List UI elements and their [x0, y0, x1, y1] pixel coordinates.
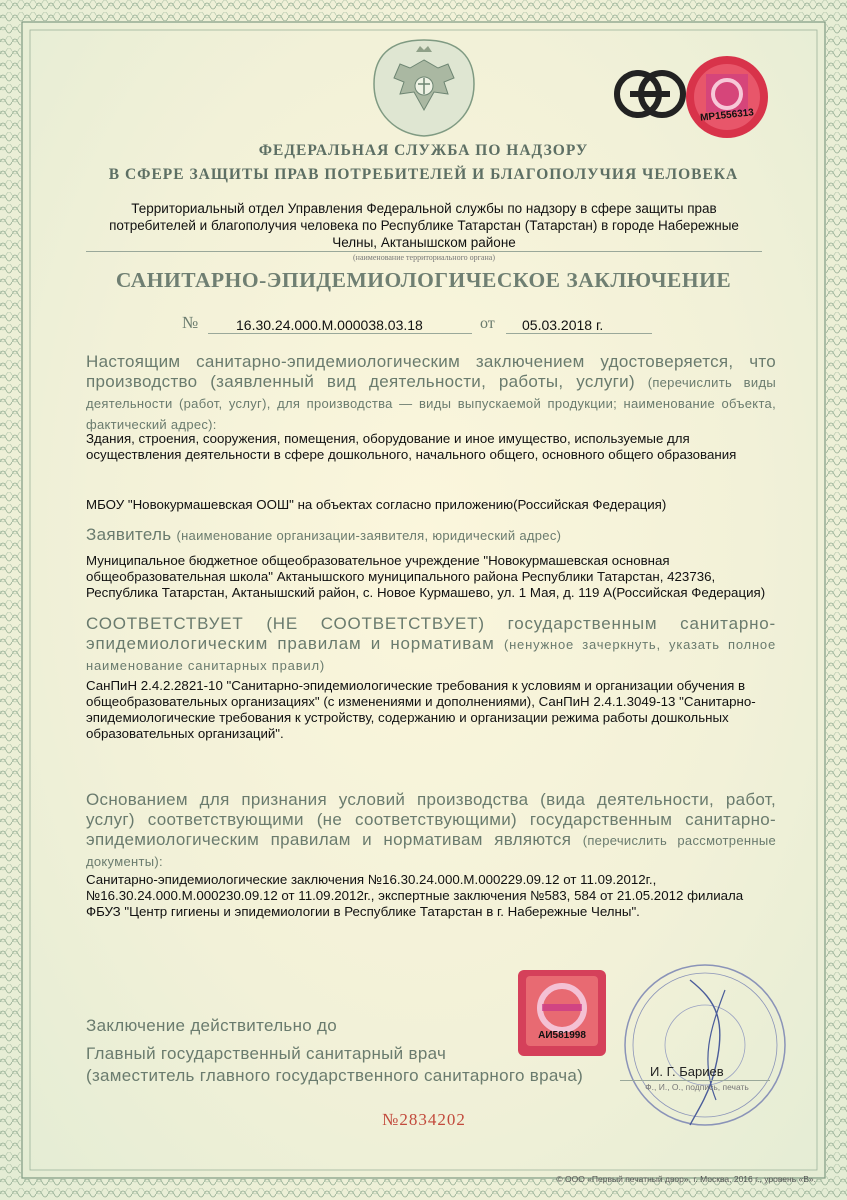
coat-of-arms-emblem	[370, 38, 478, 138]
signatory-title-sub: (заместитель главного государственного санитарного врача)	[86, 1066, 584, 1085]
territorial-underline	[86, 251, 762, 252]
applicant-label-text: Заявитель	[86, 525, 172, 544]
validity-label: Заключение действительно до	[86, 1016, 338, 1035]
applicant-value: Муниципальное бюджетное общеобразовательное учреждение "Новокурмашевская основная общеобразовательная школа" Актанышского муниципального района Республики Татарстан, 423736, Республика Татарстан, Актанышский район, с. Новое Курмашево, ул. 1 Мая, д. 119 А(Российская Федерация)	[86, 553, 766, 600]
certificate-date: 05.03.2018 г.	[522, 317, 604, 333]
basis-small: (перечислить рассмотренные документы):	[86, 833, 776, 869]
applicant-label	[86, 525, 776, 546]
compliance-text: СООТВЕТСТВУЕТ (НЕ СООТВЕТСТВУЕТ) государственным санитарно-эпидемиологическим правилам и нормативам	[86, 614, 776, 653]
signatory-name: И. Г. Бариев	[650, 1064, 724, 1079]
basis-statement	[86, 790, 776, 872]
hologram-number: МР1556313	[699, 107, 755, 124]
number-symbol: №	[182, 313, 199, 332]
signatory-underline	[620, 1080, 770, 1081]
se-logo-icon	[610, 66, 690, 122]
round-seal	[620, 960, 790, 1130]
document-title: САНИТАРНО-ЭПИДЕМИОЛОГИЧЕСКОЕ ЗАКЛЮЧЕНИЕ	[115, 268, 732, 292]
section1-activity: Здания, строения, сооружения, помещения, оборудование и иное имущество, используемые для осуществления деятельности в сфере дошкольного, начального общего, основного общего образования	[86, 431, 737, 462]
basis-text: Основанием для признания условий производства (вида деятельности, работ, услуг) соответствующими (не соответствующими) государственным санитарно-эпидемиологическим правилам и нормативам являются	[86, 790, 776, 849]
hologram-sticker-top	[684, 54, 770, 140]
section1-intro-text: Настоящим санитарно-эпидемиологическим заключением удостоверяется, что производство (заявленный вид деятельности, работы, услуги)	[86, 352, 776, 391]
bottom-hologram-number: АИ581998	[538, 1030, 586, 1041]
section1-intro-small: (перечислить виды деятельности (работ, услуг), для производства — виды выпускаемой продукции; наименование объекта, фактический адрес):	[86, 375, 776, 432]
compliance-statement	[86, 614, 776, 676]
agency-line-2: В СФЕРЕ ЗАЩИТЫ ПРАВ ПОТРЕБИТЕЛЕЙ И БЛАГОПОЛУЧИЯ ЧЕЛОВЕКА	[108, 166, 739, 183]
certification-logo	[610, 66, 690, 122]
applicant-label-small: (наименование организации-заявителя, юридический адрес)	[176, 528, 562, 543]
hologram-icon	[684, 54, 770, 140]
signatory-title: Главный государственный санитарный врач	[86, 1044, 447, 1063]
section1-object: МБОУ "Новокурмашевская ООШ" на объектах согласно приложению(Российская Федерация)	[86, 497, 667, 512]
compliance-small: (ненужное зачеркнуть, указать полное наименование санитарных правил)	[86, 637, 776, 673]
serial-number: №2834202	[382, 1110, 466, 1129]
number-underline	[208, 333, 472, 334]
section1-intro	[86, 352, 776, 435]
basis-documents: Санитарно-эпидемиологические заключения №16.30.24.000.М.000229.09.12 от 11.09.2012г., №16.30.24.000.М.000230.09.12 от 11.09.2012г., экспертные заключения №583, 584 от 21.05.2012 филиала ФБУЗ "Центр гигиены и эпидемиологии в Республике Татарстан в г. Набережные Челны".	[86, 872, 744, 919]
compliance-rules: СанПиН 2.4.2.2821-10 "Санитарно-эпидемиологические требования к условиям и организации обучения в общеобразовательных организациях" (с изменениями и дополнениями), СанПиН 2.4.1.3049-13 "Санитарно-эпидемиологические требования к устройству, содержанию и организации режима работы дошкольных образовательных организаций".	[86, 678, 756, 741]
date-label: от	[480, 315, 495, 332]
territorial-caption: (наименование территориального органа)	[353, 253, 495, 262]
printer-footer: © ООО «Первый печатный двор», г. Москва, 2016 г., уровень «В».	[556, 1174, 816, 1184]
certificate-number: 16.30.24.000.М.000038.03.18	[236, 317, 423, 333]
number-line	[182, 313, 782, 337]
signatory-caption: Ф., И., О., подпись, печать	[645, 1082, 749, 1092]
date-underline	[506, 333, 652, 334]
agency-line-1: ФЕДЕРАЛЬНАЯ СЛУЖБА ПО НАДЗОРУ	[258, 142, 589, 159]
territorial-body: Территориальный отдел Управления Федеральной службы по надзору в сфере защиты прав потребителей и благополучия человека по Республике Татарстан (Татарстан) в городе Набережные Челны, Актанышском районе	[109, 201, 739, 250]
